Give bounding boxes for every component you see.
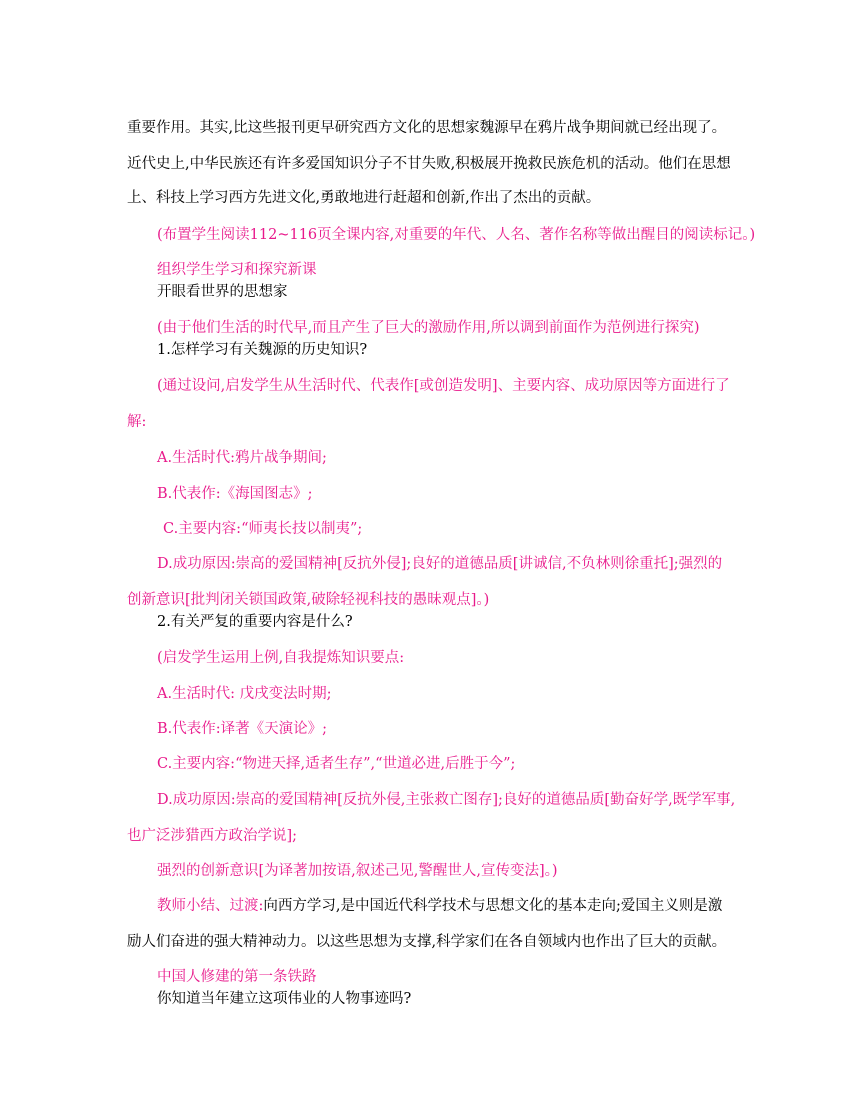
summary-text: 向西方学习,是中国近代科学技术与思想文化的基本走向;爱国主义则是激 — [263, 898, 723, 914]
instruction-note: (由于他们生活的时代早,而且产生了巨大的激励作用,所以调到前面作为范例进行探究) — [157, 320, 700, 336]
subsection-heading: 开眼看世界的思想家 — [157, 284, 288, 300]
list-item: B.代表作:《海国图志》; — [157, 486, 313, 502]
list-item: D.成功原因:崇高的爱国精神[反抗外侵];良好的道德品质[讲诚信,不负林则徐重托];强烈的 — [157, 556, 723, 572]
question-line: 1.怎样学习有关魏源的历史知识? — [157, 342, 368, 358]
summary-label: 教师小结、过渡: — [157, 898, 264, 914]
paragraph-line: 近代史上,中华民族还有许多爱国知识分子不甘失败,积极展开挽救民族危机的活动。他们在思想 — [127, 156, 731, 172]
list-item: C.主要内容:“物进天择,适者生存”,“世道必进,后胜于今”; — [157, 756, 516, 772]
list-item: 也广泛涉猎西方政治学说]; — [127, 828, 298, 844]
instruction-note: (通过设问,启发学生从生活时代、代表作[或创造发明]、主要内容、成功原因等方面进行了 — [157, 378, 730, 394]
list-item: A.生活时代: 戊戌变法时期; — [157, 686, 332, 702]
question-line: 你知道当年建立这项伟业的人物事迹吗? — [157, 991, 412, 1007]
paragraph-line: 上、科技上学习西方先进文化,勇敢地进行赶超和创新,作出了杰出的贡献。 — [127, 190, 601, 206]
list-item: B.代表作:译著《天演论》; — [157, 721, 328, 737]
instruction-note: 解: — [127, 414, 147, 430]
list-item: A.生活时代:鸦片战争期间; — [157, 450, 327, 466]
paragraph-line: 励人们奋进的强大精神动力。以这些思想为支撑,科学家们在各自领域内也作出了巨大的贡献。 — [127, 934, 727, 950]
list-item: 强烈的创新意识[为译著加按语,叙述己见,警醒世人,宣传变法]。) — [157, 863, 558, 879]
instruction-note: (启发学生运用上例,自我提炼知识要点: — [157, 650, 405, 666]
summary-line — [157, 896, 722, 916]
paragraph-line: 重要作用。其实,比这些报刊更早研究西方文化的思想家魏源早在鸦片战争期间就已经出现了。 — [127, 120, 727, 136]
list-item: D.成功原因:崇高的爱国精神[反抗外侵,主张救亡图存];良好的道德品质[勤奋好学,既学军事, — [157, 792, 736, 808]
question-line: 2.有关严复的重要内容是什么? — [157, 614, 353, 630]
instruction-note: (布置学生阅读112~116页全课内容,对重要的年代、人名、著作名称等做出醒目的阅读标记。) — [157, 227, 756, 243]
list-item: 创新意识[批判闭关锁国政策,破除轻视科技的愚昧观点]。) — [127, 592, 490, 608]
list-item: C.主要内容:“师夷长技以制夷”; — [163, 521, 363, 537]
section-heading: 组织学生学习和探究新课 — [157, 262, 317, 278]
section-heading: 中国人修建的第一条铁路 — [157, 969, 317, 985]
